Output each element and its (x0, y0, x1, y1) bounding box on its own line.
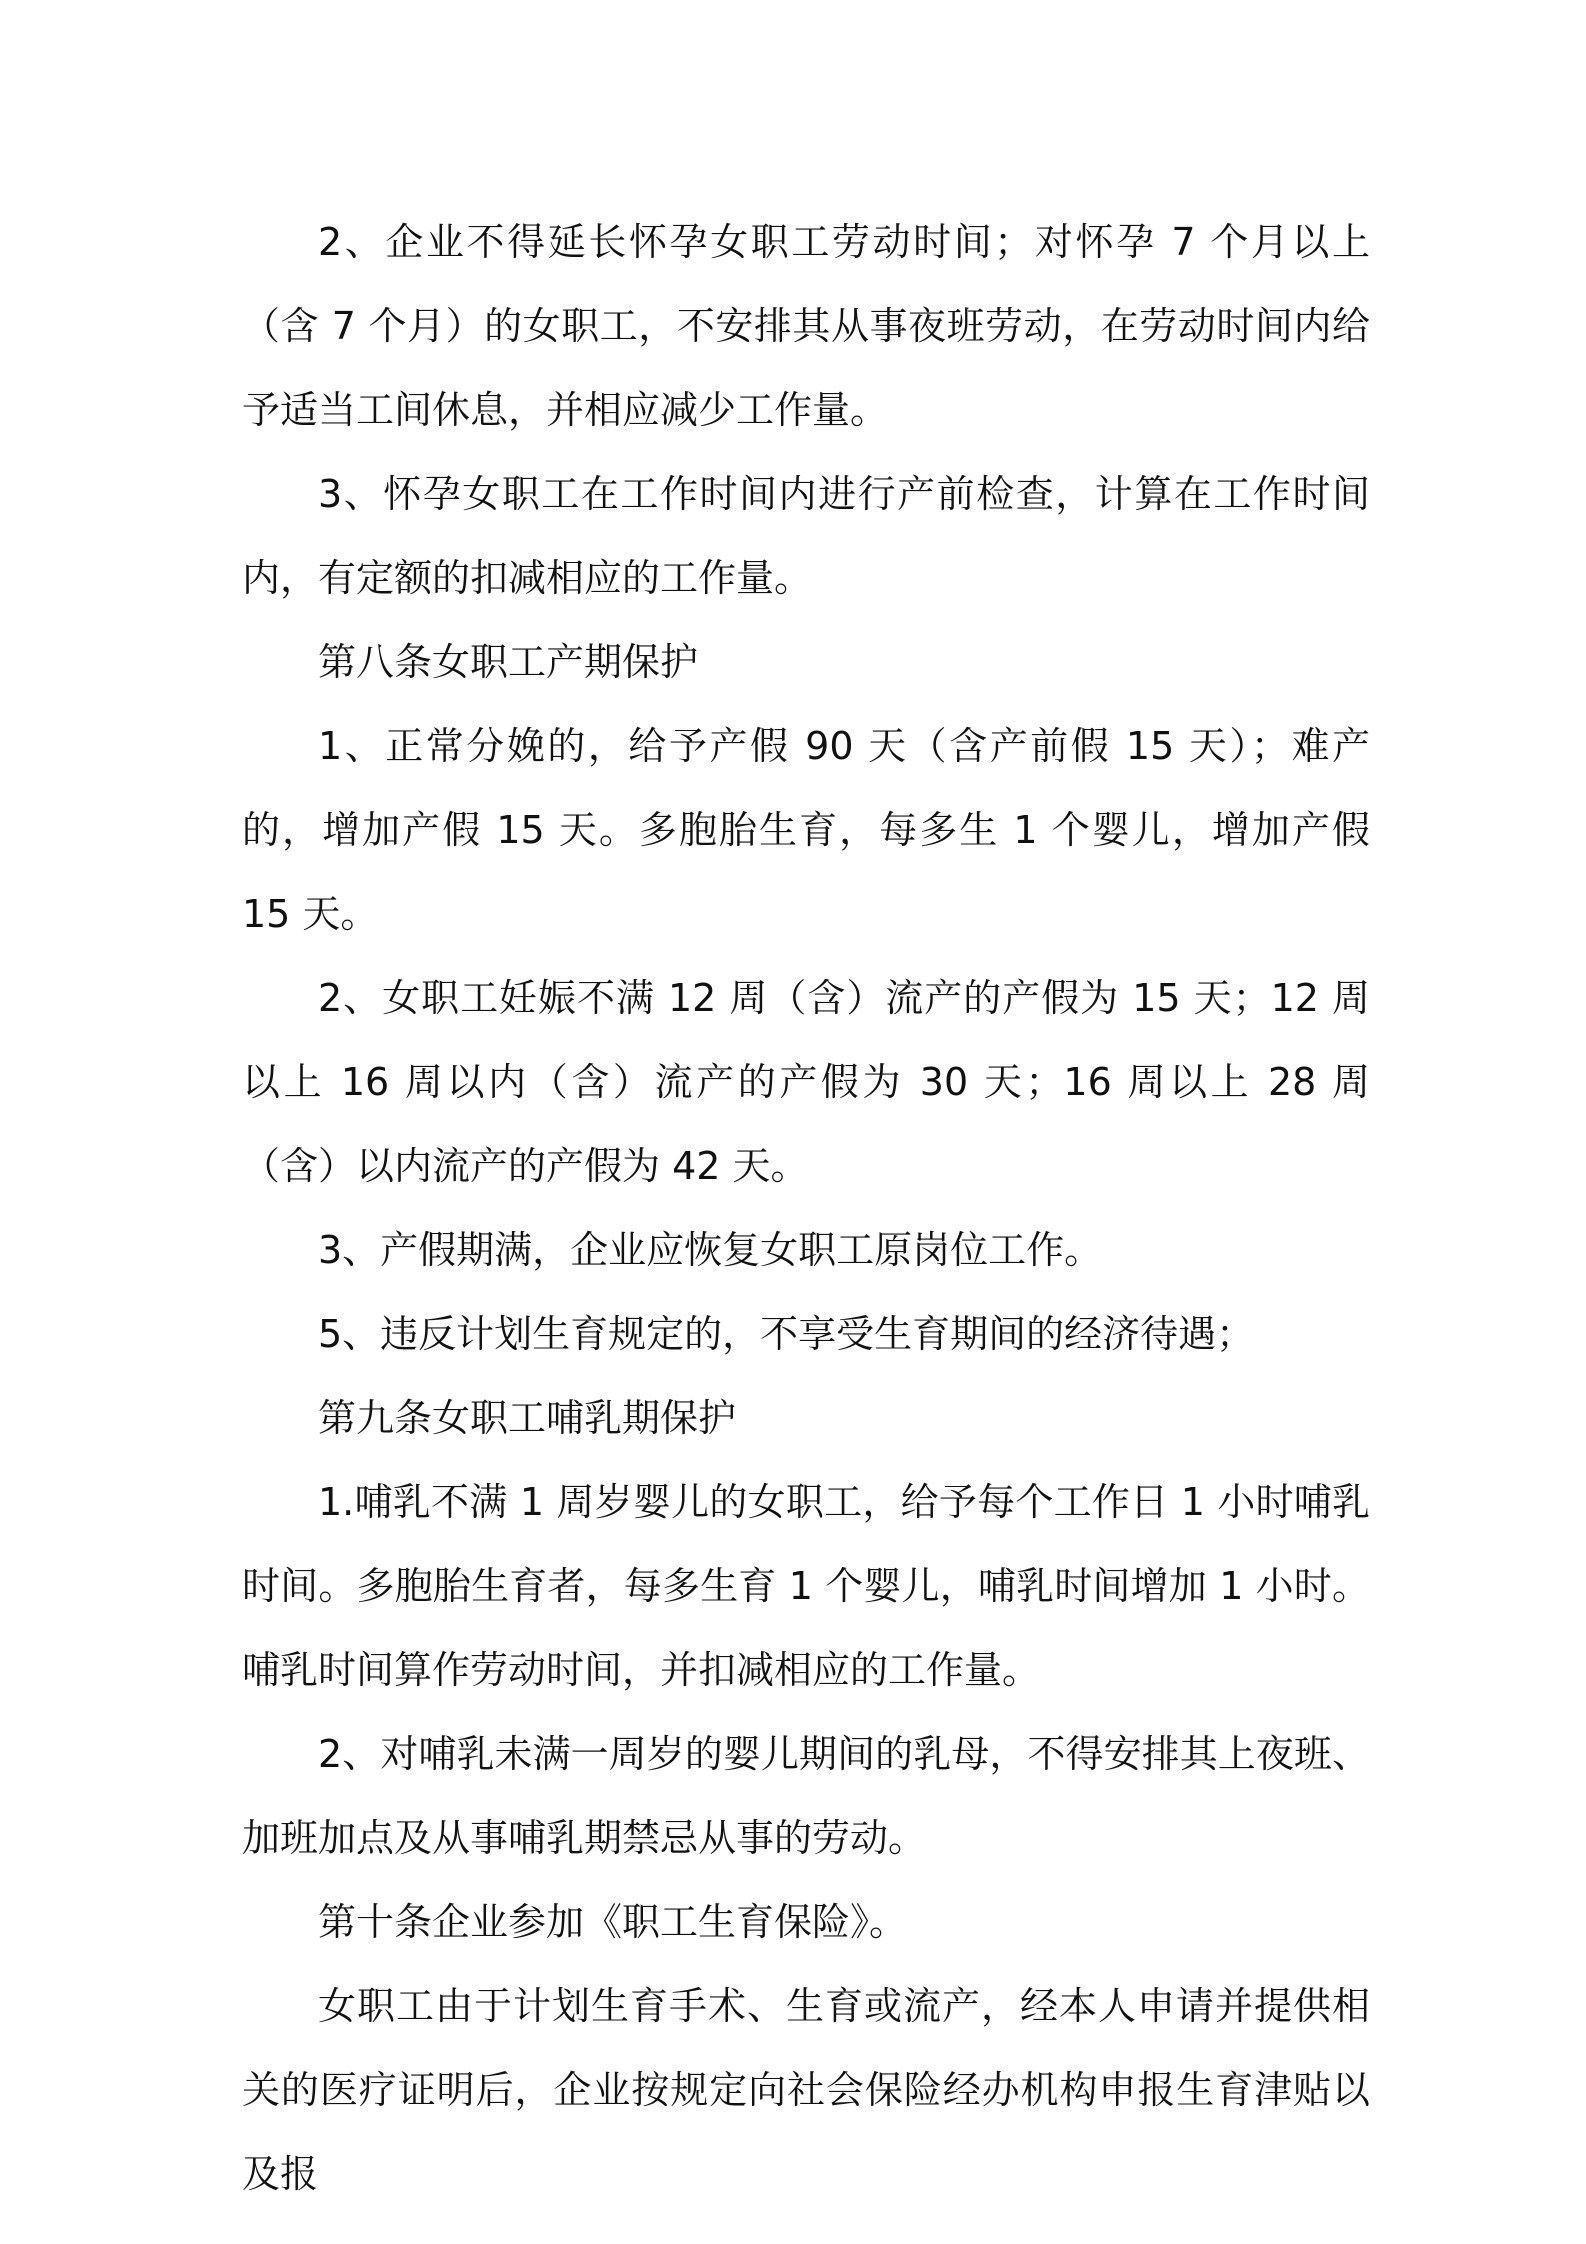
paragraph-maternity-leave: 1、正常分娩的，给予产假 90 天（含产前假 15 天）；难产的，增加产假 15 天。多胞胎生育，每多生 1 个婴儿，增加产假 15 天。 (242, 724, 1370, 936)
heading-article-8: 第八条女职工产期保护 (318, 640, 699, 684)
document-body (242, 200, 1370, 2216)
paragraph-return-to-post: 3、产假期满，企业应恢复女职工原岗位工作。 (318, 1228, 1103, 1272)
heading-article-10: 第十条企业参加《职工生育保险》。 (318, 1900, 908, 1944)
paragraph-nursing-restrictions: 2、对哺乳未满一周岁的婴儿期间的乳母，不得安排其上夜班、加班加点及从事哺乳期禁忌从事的劳动。 (242, 1732, 1370, 1860)
paragraph-family-planning-violation: 5、违反计划生育规定的，不享受生育期间的经济待遇； (318, 1312, 1255, 1356)
paragraph-prenatal-checkup: 3、怀孕女职工在工作时间内进行产前检查，计算在工作时间内，有定额的扣减相应的工作量。 (242, 472, 1370, 600)
heading-article-9: 第九条女职工哺乳期保护 (318, 1396, 737, 1440)
paragraph-miscarriage-leave: 2、女职工妊娠不满 12 周（含）流产的产假为 15 天；12 周以上 16 周以内（含）流产的产假为 30 天；16 周以上 28 周（含）以内流产的产假为 42 天。 (242, 976, 1370, 1188)
paragraph-pregnancy-working-hours: 2、企业不得延长怀孕女职工劳动时间；对怀孕 7 个月以上（含 7 个月）的女职工，不安排其从事夜班劳动，在劳动时间内给予适当工间休息，并相应减少工作量。 (242, 220, 1370, 432)
paragraph-nursing-time: 1.哺乳不满 1 周岁婴儿的女职工，给予每个工作日 1 小时哺乳时间。多胞胎生育者，每多生育 1 个婴儿，哺乳时间增加 1 小时。哺乳时间算作劳动时间，并扣减相应的工作量。 (242, 1480, 1370, 1692)
paragraph-maternity-insurance: 女职工由于计划生育手术、生育或流产，经本人申请并提供相关的医疗证明后，企业按规定向社会保险经办机构申报生育津贴以及报 (242, 1984, 1370, 2196)
